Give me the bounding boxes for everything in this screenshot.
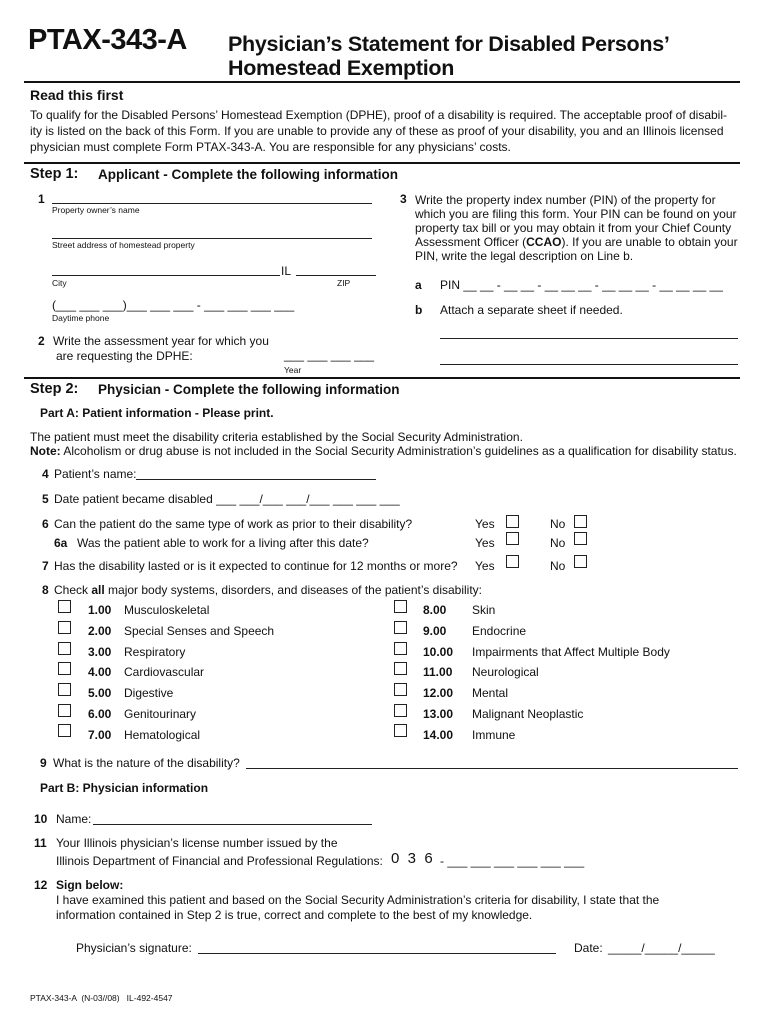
system-code: 11.00: [423, 665, 453, 679]
part-a-heading: Part A: Patient information - Please print.: [40, 406, 274, 420]
signature-date-field[interactable]: _____/_____/_____: [608, 941, 715, 955]
q6a-yes-label: Yes: [475, 536, 495, 550]
phone-label: Daytime phone: [52, 313, 110, 323]
step2-title: Physician - Complete the following information: [98, 382, 400, 397]
year-field[interactable]: ___ ___ ___ ___: [284, 348, 375, 362]
intro-heading: Read this first: [30, 87, 124, 103]
system-code: 14.00: [423, 728, 454, 742]
city-label: City: [52, 278, 67, 288]
q6a-text: Was the patient able to work for a living after this date?: [77, 536, 369, 550]
system-checkbox-3[interactable]: [58, 642, 71, 655]
state-text: IL: [281, 264, 292, 278]
q6-number: 6: [42, 517, 49, 531]
system-checkbox-7[interactable]: [58, 724, 71, 737]
system-name: Special Senses and Speech: [124, 624, 275, 638]
system-name: Digestive: [124, 686, 174, 700]
system-checkbox-2[interactable]: [58, 621, 71, 634]
q7-text: Has the disability lasted or is it expected to continue for 12 months or more?: [54, 559, 458, 573]
q2-text-line1: Write the assessment year for which you: [53, 334, 269, 348]
q8-post: major body systems, disorders, and diseases of the patient’s disability:: [104, 583, 482, 597]
system-code: 6.00: [88, 707, 112, 721]
q11-number: 11: [34, 836, 47, 850]
system-code: 4.00: [88, 665, 112, 679]
system-checkbox-4[interactable]: [58, 662, 71, 675]
intro-text-line1: To qualify for the Disabled Persons’ Homestead Exemption (DPHE), proof of a disability is required. The acceptable proof of disabil-: [30, 108, 728, 122]
q7-number: 7: [42, 559, 49, 573]
system-code: 13.00: [423, 707, 454, 721]
note-body: Alcoholism or drug abuse is not included in the Social Security Administration’s guidelines as a qualification for disability status.: [60, 444, 737, 458]
system-name: Immune: [472, 728, 516, 742]
system-checkbox-11[interactable]: [394, 662, 407, 675]
q2-number: 2: [38, 334, 45, 348]
system-code: 10.00: [423, 645, 454, 659]
form-id: PTAX-343-A: [28, 24, 187, 56]
form-title-line2: Homestead Exemption: [228, 56, 455, 80]
city-field[interactable]: [52, 275, 280, 276]
system-name: Cardiovascular: [124, 665, 205, 679]
date-label: Date:: [574, 941, 603, 955]
q2-text-line2: are requesting the DPHE:: [56, 349, 193, 363]
year-label: Year: [284, 365, 302, 375]
system-checkbox-9[interactable]: [394, 621, 407, 634]
zip-field[interactable]: [296, 275, 376, 276]
signature-label: Physician’s signature:: [76, 941, 192, 955]
step1-rule: [24, 377, 740, 379]
q3-line4-pre: Assessment Officer (: [415, 235, 527, 249]
intro-text-line2: ity is listed on the back of this Form. If you are unable to provide any of these as proof of your disability, you and an Illinois licensed: [30, 124, 724, 138]
q12-number: 12: [34, 878, 48, 892]
ccao-text: CCAO: [526, 235, 562, 249]
q4-number: 4: [42, 467, 49, 481]
owner-name-label: Property owner’s name: [52, 205, 140, 215]
system-name: Malignant Neoplastic: [472, 707, 584, 721]
q9-number: 9: [40, 756, 47, 770]
q6-yes-label: Yes: [475, 517, 495, 531]
q3-text-line2: which you are filing this form. Your PIN can be found on your: [415, 207, 737, 221]
street-address-field[interactable]: [52, 238, 372, 239]
system-name: Musculoskeletal: [124, 603, 210, 617]
q7-no-label: No: [550, 559, 566, 573]
disability-nature-field[interactable]: [246, 768, 738, 769]
form-title-line1: Physician’s Statement for Disabled Persons’: [228, 32, 670, 56]
disability-date-field[interactable]: Date patient became disabled ___ ___/___ ___/___ ___ ___ ___: [54, 492, 400, 506]
system-checkbox-5[interactable]: [58, 683, 71, 696]
system-code: 12.00: [423, 686, 454, 700]
system-checkbox-10[interactable]: [394, 642, 407, 655]
header-rule: [24, 81, 740, 83]
intro-text-line3: physician must complete Form PTAX-343-A. You are responsible for any physicians’ costs.: [30, 140, 511, 154]
patient-name-field[interactable]: [136, 479, 376, 480]
q3-text-line3: property tax bill or you may obtain it from your Chief County: [415, 221, 732, 235]
q12-text-line1: I have examined this patient and based on the Social Security Administration’s criteria for disability, I state that the: [56, 893, 660, 907]
q6-yes-checkbox[interactable]: [506, 515, 519, 528]
system-code: 7.00: [88, 728, 112, 742]
q3-line4-post: ). If you are unable to obtain your: [561, 235, 738, 249]
q1-number: 1: [38, 192, 45, 206]
system-checkbox-8[interactable]: [394, 600, 407, 613]
q8-text: [54, 583, 482, 597]
system-name: Impairments that Affect Multiple Body: [472, 645, 670, 659]
q11-text-line2: Illinois Department of Financial and Professional Regulations:: [56, 854, 383, 868]
system-name: Hematological: [124, 728, 201, 742]
system-code: 1.00: [88, 603, 112, 617]
q6-no-checkbox[interactable]: [574, 515, 587, 528]
q6a-no-label: No: [550, 536, 566, 550]
q10-number: 10: [34, 812, 48, 826]
street-address-label: Street address of homestead property: [52, 240, 195, 250]
q6a-number: 6a: [54, 536, 68, 550]
system-name: Endocrine: [472, 624, 527, 638]
phone-field[interactable]: (___ ___ ___)___ ___ ___ - ___ ___ ___ ___: [52, 298, 295, 312]
q8-pre: Check: [54, 583, 92, 597]
q5-number: 5: [42, 492, 49, 506]
q9-text: What is the nature of the disability?: [53, 756, 240, 770]
system-checkbox-12[interactable]: [394, 683, 407, 696]
system-code: 8.00: [423, 603, 447, 617]
note-text: [30, 444, 737, 458]
system-code: 9.00: [423, 624, 447, 638]
q12-title: Sign below:: [56, 878, 124, 892]
license-prefix: 0 3 6: [391, 850, 433, 867]
q6-no-label: No: [550, 517, 566, 531]
system-name: Neurological: [472, 665, 539, 679]
system-name: Mental: [472, 686, 509, 700]
owner-name-field[interactable]: [52, 203, 372, 204]
signature-field[interactable]: [198, 953, 556, 954]
system-checkbox-1[interactable]: [58, 600, 71, 613]
system-checkbox-13[interactable]: [394, 704, 407, 717]
q8-number: 8: [42, 583, 49, 597]
system-code: 3.00: [88, 645, 112, 659]
q8-all: all: [91, 583, 105, 597]
q10-label: Name:: [56, 812, 92, 826]
system-checkbox-14[interactable]: [394, 724, 407, 737]
intro-rule: [24, 162, 740, 164]
q6a-yes-checkbox[interactable]: [506, 532, 519, 545]
license-number-field[interactable]: - ___ ___ ___ ___ ___ ___: [440, 854, 585, 868]
step1-title: Applicant - Complete the following information: [98, 167, 398, 182]
note-label: Note:: [30, 444, 61, 458]
q7-yes-checkbox[interactable]: [506, 555, 519, 568]
q11-text-line1: Your Illinois physician’s license number issued by the: [56, 836, 338, 850]
legal-description-line2[interactable]: [440, 364, 738, 365]
zip-label: ZIP: [337, 278, 351, 288]
q3a-label: a: [415, 278, 422, 292]
step2-label: Step 2:: [30, 381, 79, 397]
q12-text-line2: information contained in Step 2 is true, correct and complete to the best of my knowledge.: [56, 908, 533, 922]
q4-label: Patient’s name:: [54, 467, 137, 481]
q3b-label: b: [415, 303, 423, 317]
legal-description-line1[interactable]: [440, 338, 738, 339]
system-code: 5.00: [88, 686, 112, 700]
q7-no-checkbox[interactable]: [574, 555, 587, 568]
footer-code: PTAX-343-A (N-03//08) IL-492-4547: [30, 993, 173, 1003]
q3-text-line1: Write the property index number (PIN) of the property for: [415, 193, 716, 207]
system-name: Skin: [472, 603, 496, 617]
q3-text-line4: [415, 235, 738, 249]
pin-field[interactable]: PIN __ __ - __ __ - __ __ __ - __ __ __ - __ __ __ __: [440, 278, 723, 292]
part-b-heading: Part B: Physician information: [40, 781, 209, 795]
q3b-text: Attach a separate sheet if needed.: [440, 303, 623, 317]
q6-text: Can the patient do the same type of work as prior to their disability?: [54, 517, 413, 531]
q3-number: 3: [400, 192, 407, 206]
system-code: 2.00: [88, 624, 112, 638]
system-checkbox-6[interactable]: [58, 704, 71, 717]
system-name: Respiratory: [124, 645, 186, 659]
q3-text-line5: PIN, write the legal description on Line b.: [415, 249, 634, 263]
physician-name-field[interactable]: [93, 824, 372, 825]
q7-yes-label: Yes: [475, 559, 495, 573]
step1-label: Step 1:: [30, 166, 79, 182]
q6a-no-checkbox[interactable]: [574, 532, 587, 545]
system-name: Genitourinary: [124, 707, 197, 721]
criteria-text: The patient must meet the disability criteria established by the Social Security Administration.: [30, 430, 523, 444]
